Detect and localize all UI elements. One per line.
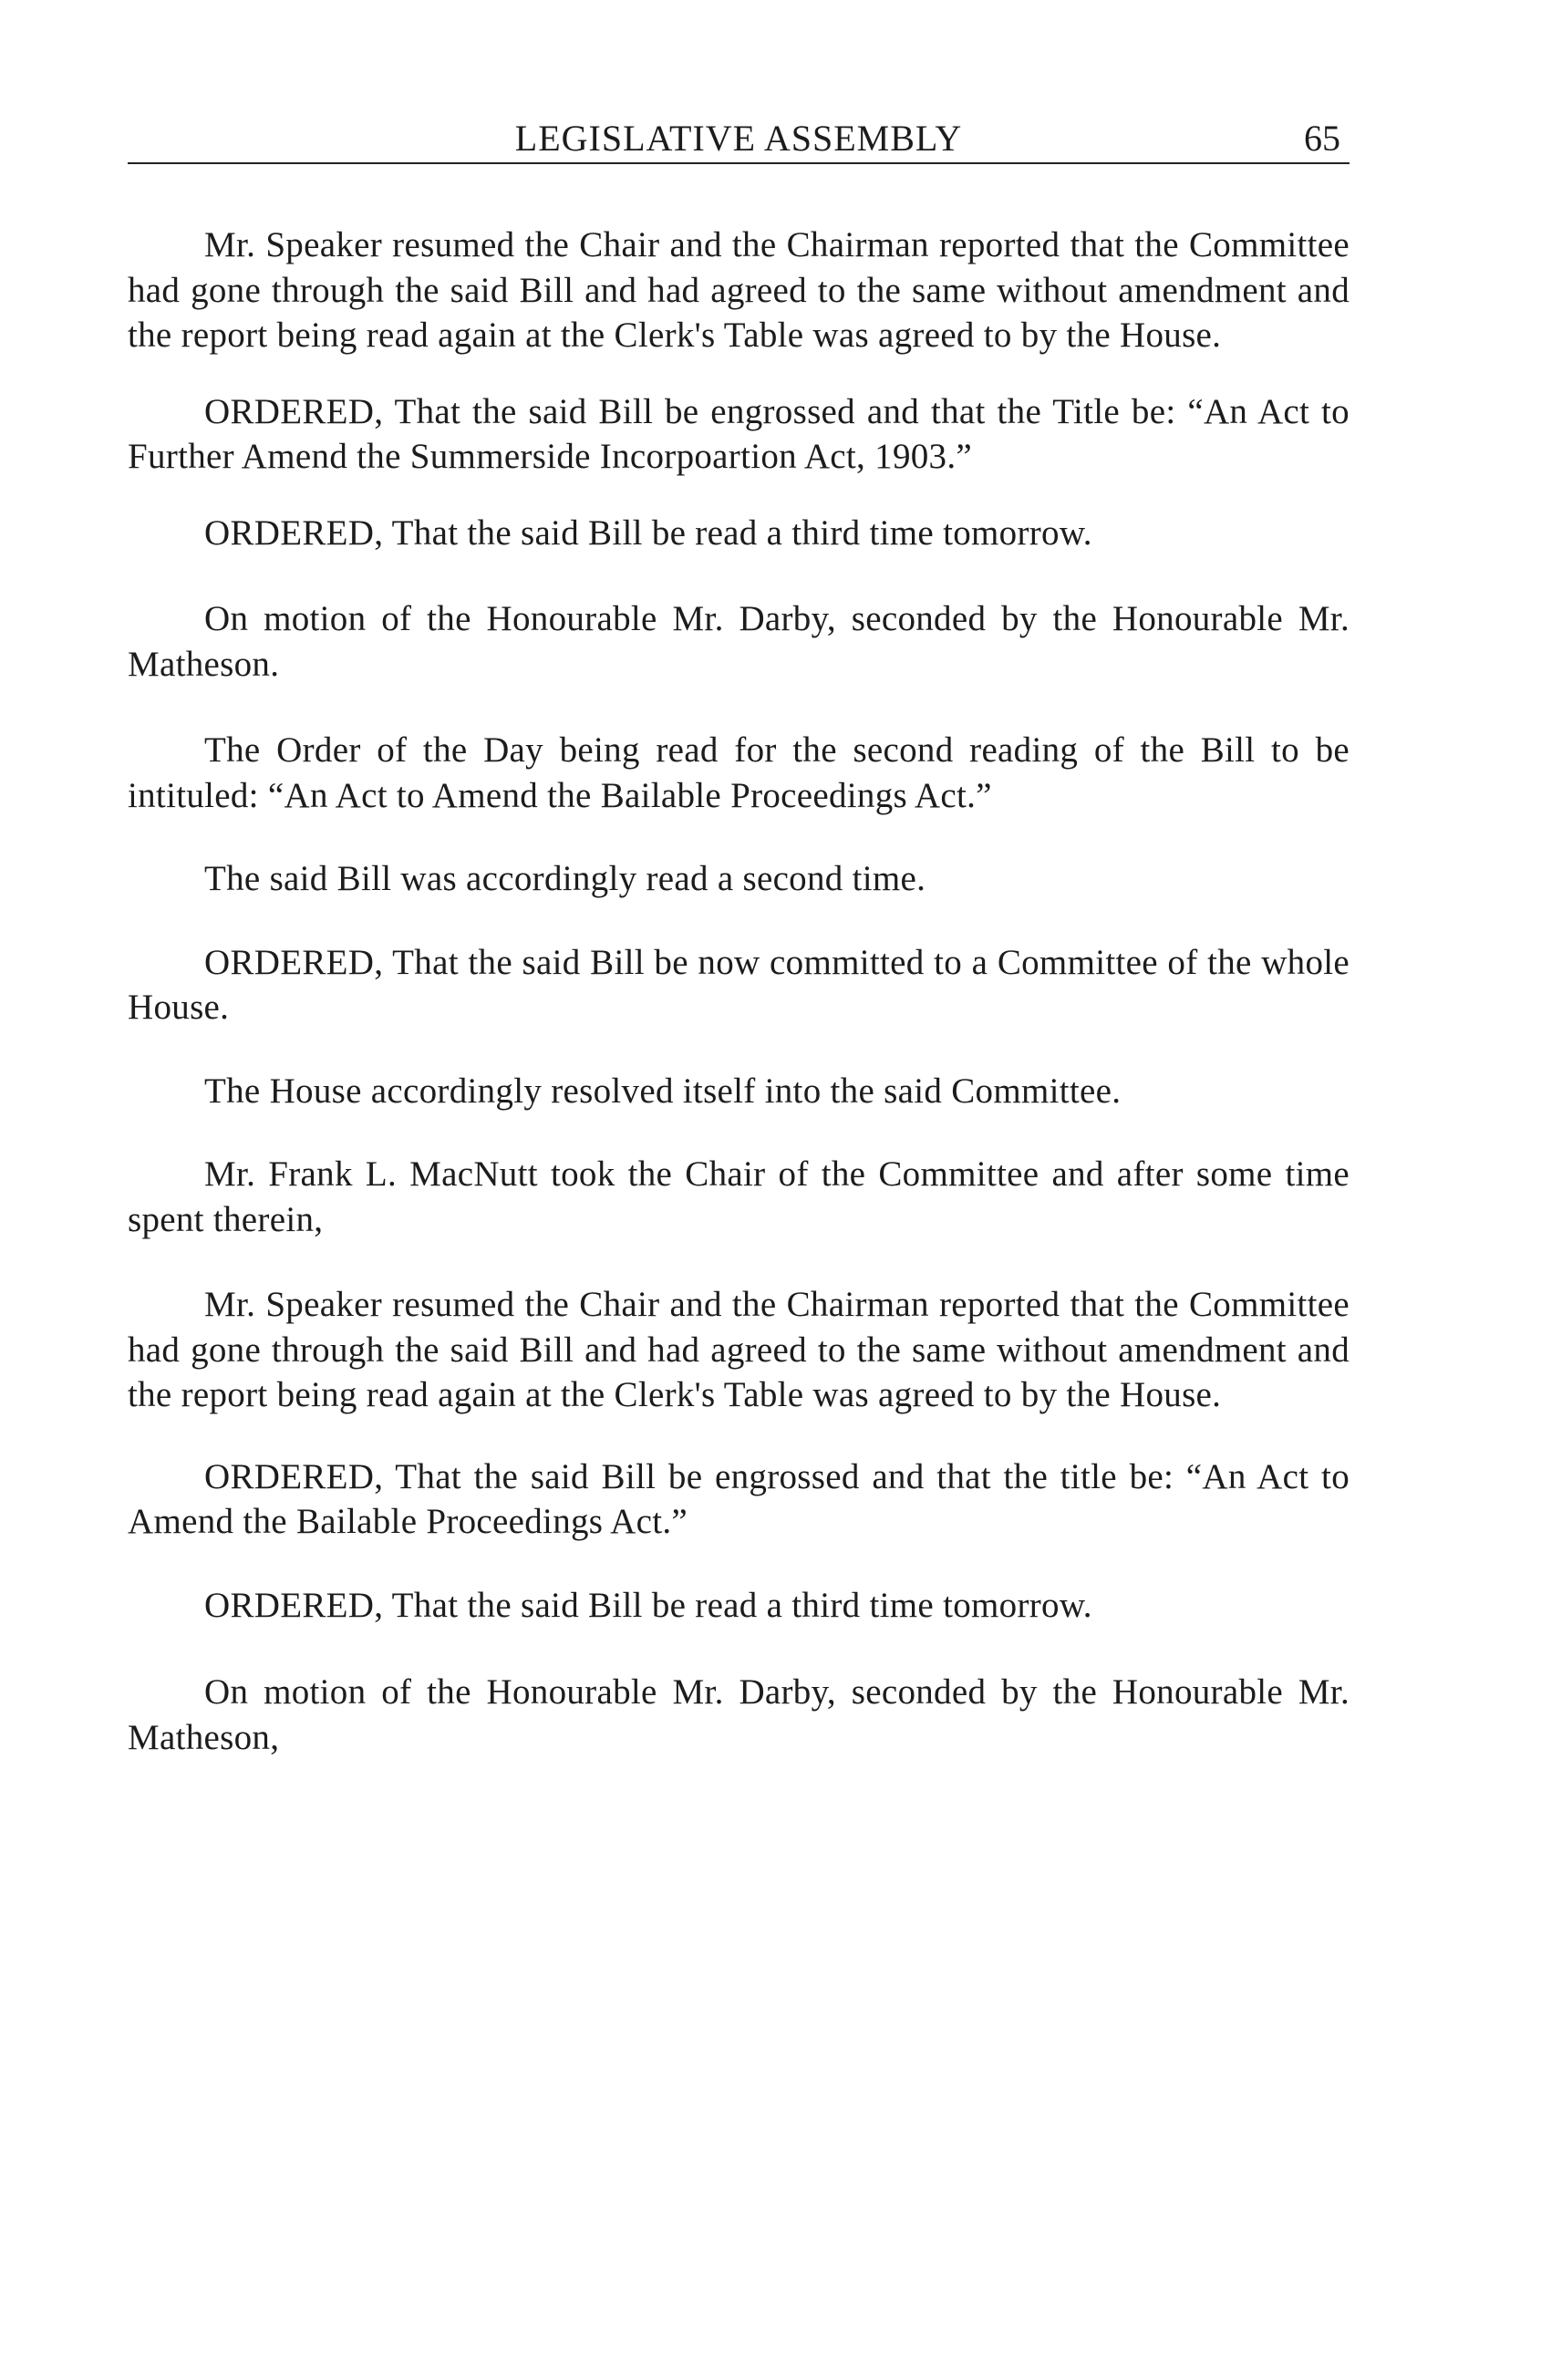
paragraph-ordered-engrossed-2: ORDERED, That the said Bill be engrossed and that the title be: “An Act to Amend the Bailable Proceedings Act.” [128, 1456, 1350, 1541]
paragraph-chair-taken: Mr. Frank L. MacNutt took the Chair of the Committee and after some time spent therein, [128, 1154, 1350, 1239]
page-number: 65 [1304, 118, 1340, 159]
document-page [128, 108, 1350, 1760]
page-body [128, 222, 1350, 1760]
paragraph-speaker-resumed-2: Mr. Speaker resumed the Chair and the Chairman reported that the Committee had gone through the said Bill and had agreed to the same without amendment and the report being read again at the Clerk's Table was agreed to by the House. [128, 1285, 1350, 1414]
paragraph-order-of-day: The Order of the Day being read for the second reading of the Bill to be intituled: “An Act to Amend the Bailable Proceedings Act.” [128, 730, 1350, 815]
paragraph-second-reading: The said Bill was accordingly read a second time. [204, 859, 926, 898]
running-title: LEGISLATIVE ASSEMBLY [514, 118, 963, 159]
paragraph-ordered-committed: ORDERED, That the said Bill be now committed to a Committee of the whole House. [128, 942, 1350, 1027]
paragraph-ordered-third-reading-1: ORDERED, That the said Bill be read a third time tomorrow. [204, 512, 1092, 553]
paragraph-motion-1: On motion of the Honourable Mr. Darby, seconded by the Honourable Mr. Matheson. [128, 599, 1350, 684]
paragraph-ordered-third-reading-2: ORDERED, That the said Bill be read a third time tomorrow. [204, 1585, 1092, 1625]
paragraph-motion-2: On motion of the Honourable Mr. Darby, seconded by the Honourable Mr. Matheson, [128, 1672, 1350, 1757]
page-header [128, 108, 1350, 164]
paragraph-ordered-engrossed-1: ORDERED, That the said Bill be engrossed and that the Title be: “An Act to Further Amend the Summerside Incorpoartion Act, 1903.” [128, 391, 1350, 476]
paragraph-house-resolved: The House accordingly resolved itself into the said Committee. [204, 1071, 1122, 1111]
paragraph-speaker-resumed-1: Mr. Speaker resumed the Chair and the Chairman reported that the Committee had gone through the said Bill and had agreed to the same without amendment and the report being read again at the Clerk's Table was agreed to by the House. [128, 225, 1350, 355]
